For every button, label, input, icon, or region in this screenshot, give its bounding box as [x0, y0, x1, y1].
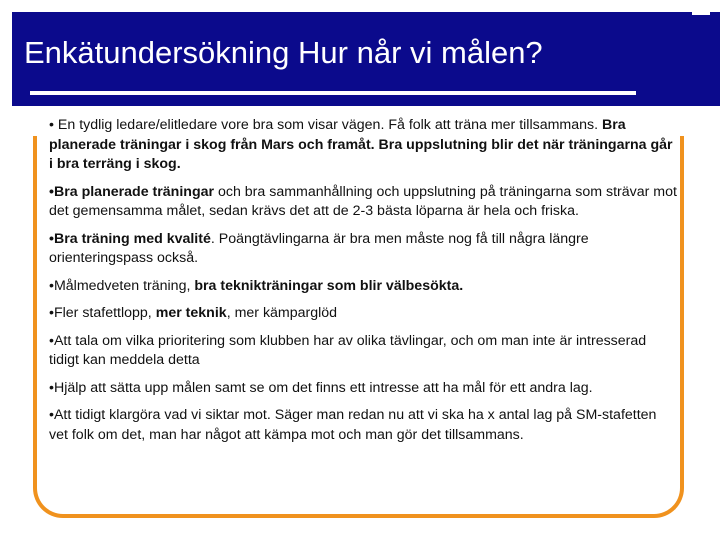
bullet-text: , mer kämparglöd: [226, 305, 338, 321]
bullet-item: [49, 116, 679, 175]
bullet-text: •Hjälp att sätta upp målen samt se om det finns ett intresse att ha mål för ett andra lag.: [49, 379, 593, 396]
bullet-item: [49, 304, 679, 324]
title-underline: [30, 91, 636, 95]
bullet-text-bold: bra teknikträningar som blir välbesökta.: [194, 277, 464, 294]
corner-mark: [692, 12, 710, 15]
bullet-text: •Målmedveten träning,: [49, 277, 195, 294]
bullet-text-bold: •Bra planerade träningar: [49, 183, 215, 200]
bullet-item: [49, 230, 679, 269]
bullet-list: [49, 116, 679, 453]
bullet-item: [49, 379, 679, 399]
bullet-text: •Fler stafettlopp,: [49, 305, 156, 321]
bullet-text: • En tydlig ledare/elitledare vore bra som visar vägen. Få folk att träna mer tillsammans.: [49, 117, 602, 133]
bullet-text-bold: •Bra träning med kvalité: [49, 230, 211, 247]
bullet-item: [49, 277, 679, 297]
bullet-text: •Att tala om vilka prioritering som klubben har av olika tävlingar, och om man inte är intresserad tidigt kan meddela detta: [49, 332, 647, 368]
bullet-text-bold: mer teknik: [155, 305, 227, 321]
bullet-text: . Poängtävlingarna är bra men måste nog få till några längre orienteringspass också.: [49, 230, 589, 266]
bullet-text: och bra sammanhållning och uppslutning på träningarna som strävar mot det gemensamma målet, sedan krävs det att de 2-3 bästa löparna är hela och friska.: [49, 183, 677, 219]
bullet-text-bold: Bra planerade träningar i skog från Mars och framåt. Bra uppslutning blir det när träningarna går i bra terräng i skog.: [49, 117, 673, 172]
bullet-item: [49, 183, 679, 222]
bullet-text: •Att tidigt klargöra vad vi siktar mot. Säger man redan nu att vi ska ha x antal lag på SM-stafetten vet folk om det, man har något att kämpa mot och man gör det tillsammans.: [49, 407, 657, 443]
slide-title: Enkätundersökning Hur når vi målen?: [24, 35, 543, 70]
bullet-item: [49, 332, 679, 371]
bullet-item: [49, 406, 679, 445]
